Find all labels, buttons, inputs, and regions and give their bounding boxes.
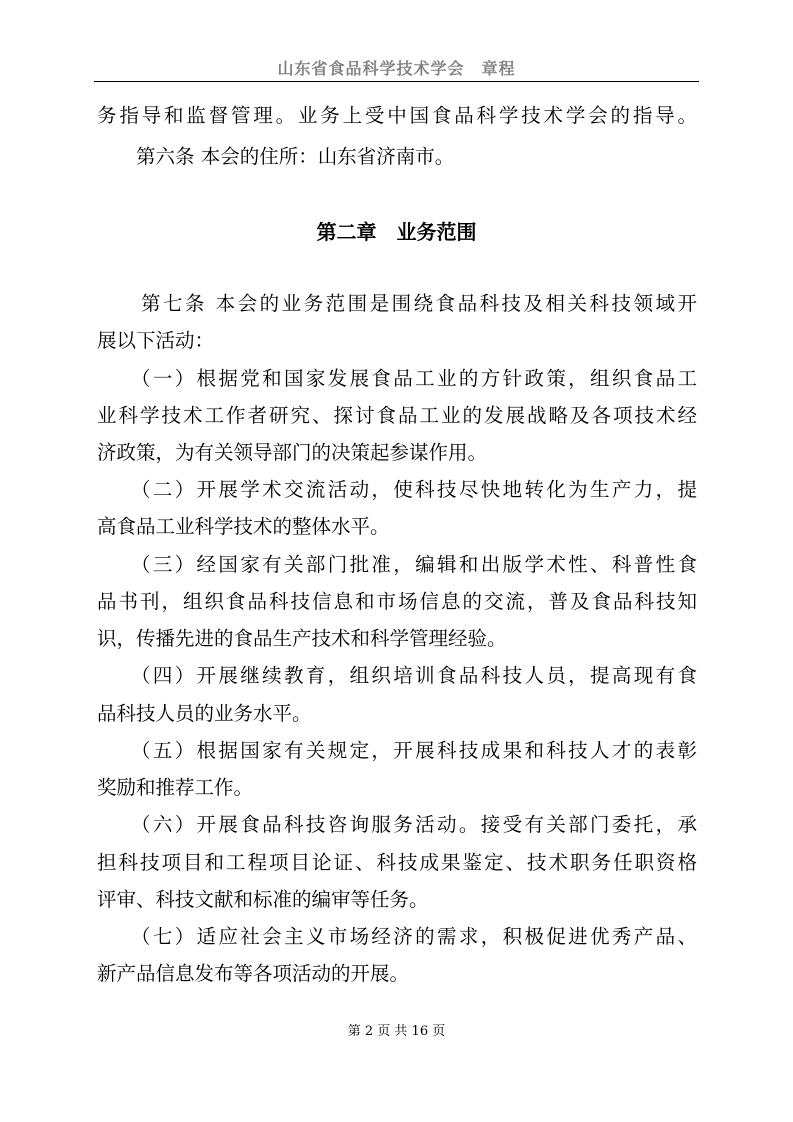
body-line: 高食品工业科学技术的整体水平。 — [97, 515, 390, 538]
body-line: 担科技项目和工程项目论证、科技成果鉴定、技术职务任职资格 — [97, 851, 697, 874]
body-line: （七）适应社会主义市场经济的需求，积极促进优秀产品、 — [97, 925, 697, 948]
page-number: 第 2 页 共 16 页 — [347, 1024, 446, 1039]
body-line: （六）开展食品科技咨询服务活动。接受有关部门委托，承 — [97, 813, 697, 836]
body-line: 展以下活动： — [97, 329, 215, 352]
body-line: 新产品信息发布等各项活动的开展。 — [97, 962, 410, 985]
body-line: 济政策，为有关领导部门的决策起参谋作用。 — [97, 441, 488, 464]
running-header: 山东省食品科学技术学会 章程 — [277, 59, 516, 78]
body-line: （四）开展继续教育，组织培训食品科技人员，提高现有食 — [97, 664, 697, 687]
body-line: 识，传播先进的食品生产技术和科学管理经验。 — [97, 627, 507, 650]
body-line: （三）经国家有关部门批准，编辑和出版学术性、科普性食 — [97, 553, 697, 576]
body-line: 务指导和监督管理。业务上受中国食品科学技术学会的指导。 — [97, 104, 697, 127]
body-line: 业科学技术工作者研究、探讨食品工业的发展战略及各项技术经 — [97, 404, 697, 427]
body-line: （二）开展学术交流活动，使科技尽快地转化为生产力，提 — [97, 478, 697, 501]
body-line: 品科技人员的业务水平。 — [97, 702, 312, 725]
body-line: 第七条 本会的业务范围是围绕食品科技及相关科技领域开 — [97, 292, 697, 315]
body-line: 评审、科技文献和标准的编审等任务。 — [97, 888, 429, 911]
chapter-heading: 第二章 业务范围 — [316, 220, 477, 244]
body-line: （一）根据党和国家发展食品工业的方针政策，组织食品工 — [97, 367, 697, 390]
body-line: 奖励和推荐工作。 — [97, 776, 254, 799]
header-rule — [94, 81, 699, 82]
body-line: （五）根据国家有关规定，开展科技成果和科技人才的表彰 — [97, 739, 697, 762]
body-line: 第六条 本会的住所：山东省济南市。 — [97, 145, 455, 168]
body-line: 品书刊，组织食品科技信息和市场信息的交流，普及食品科技知 — [97, 590, 697, 613]
